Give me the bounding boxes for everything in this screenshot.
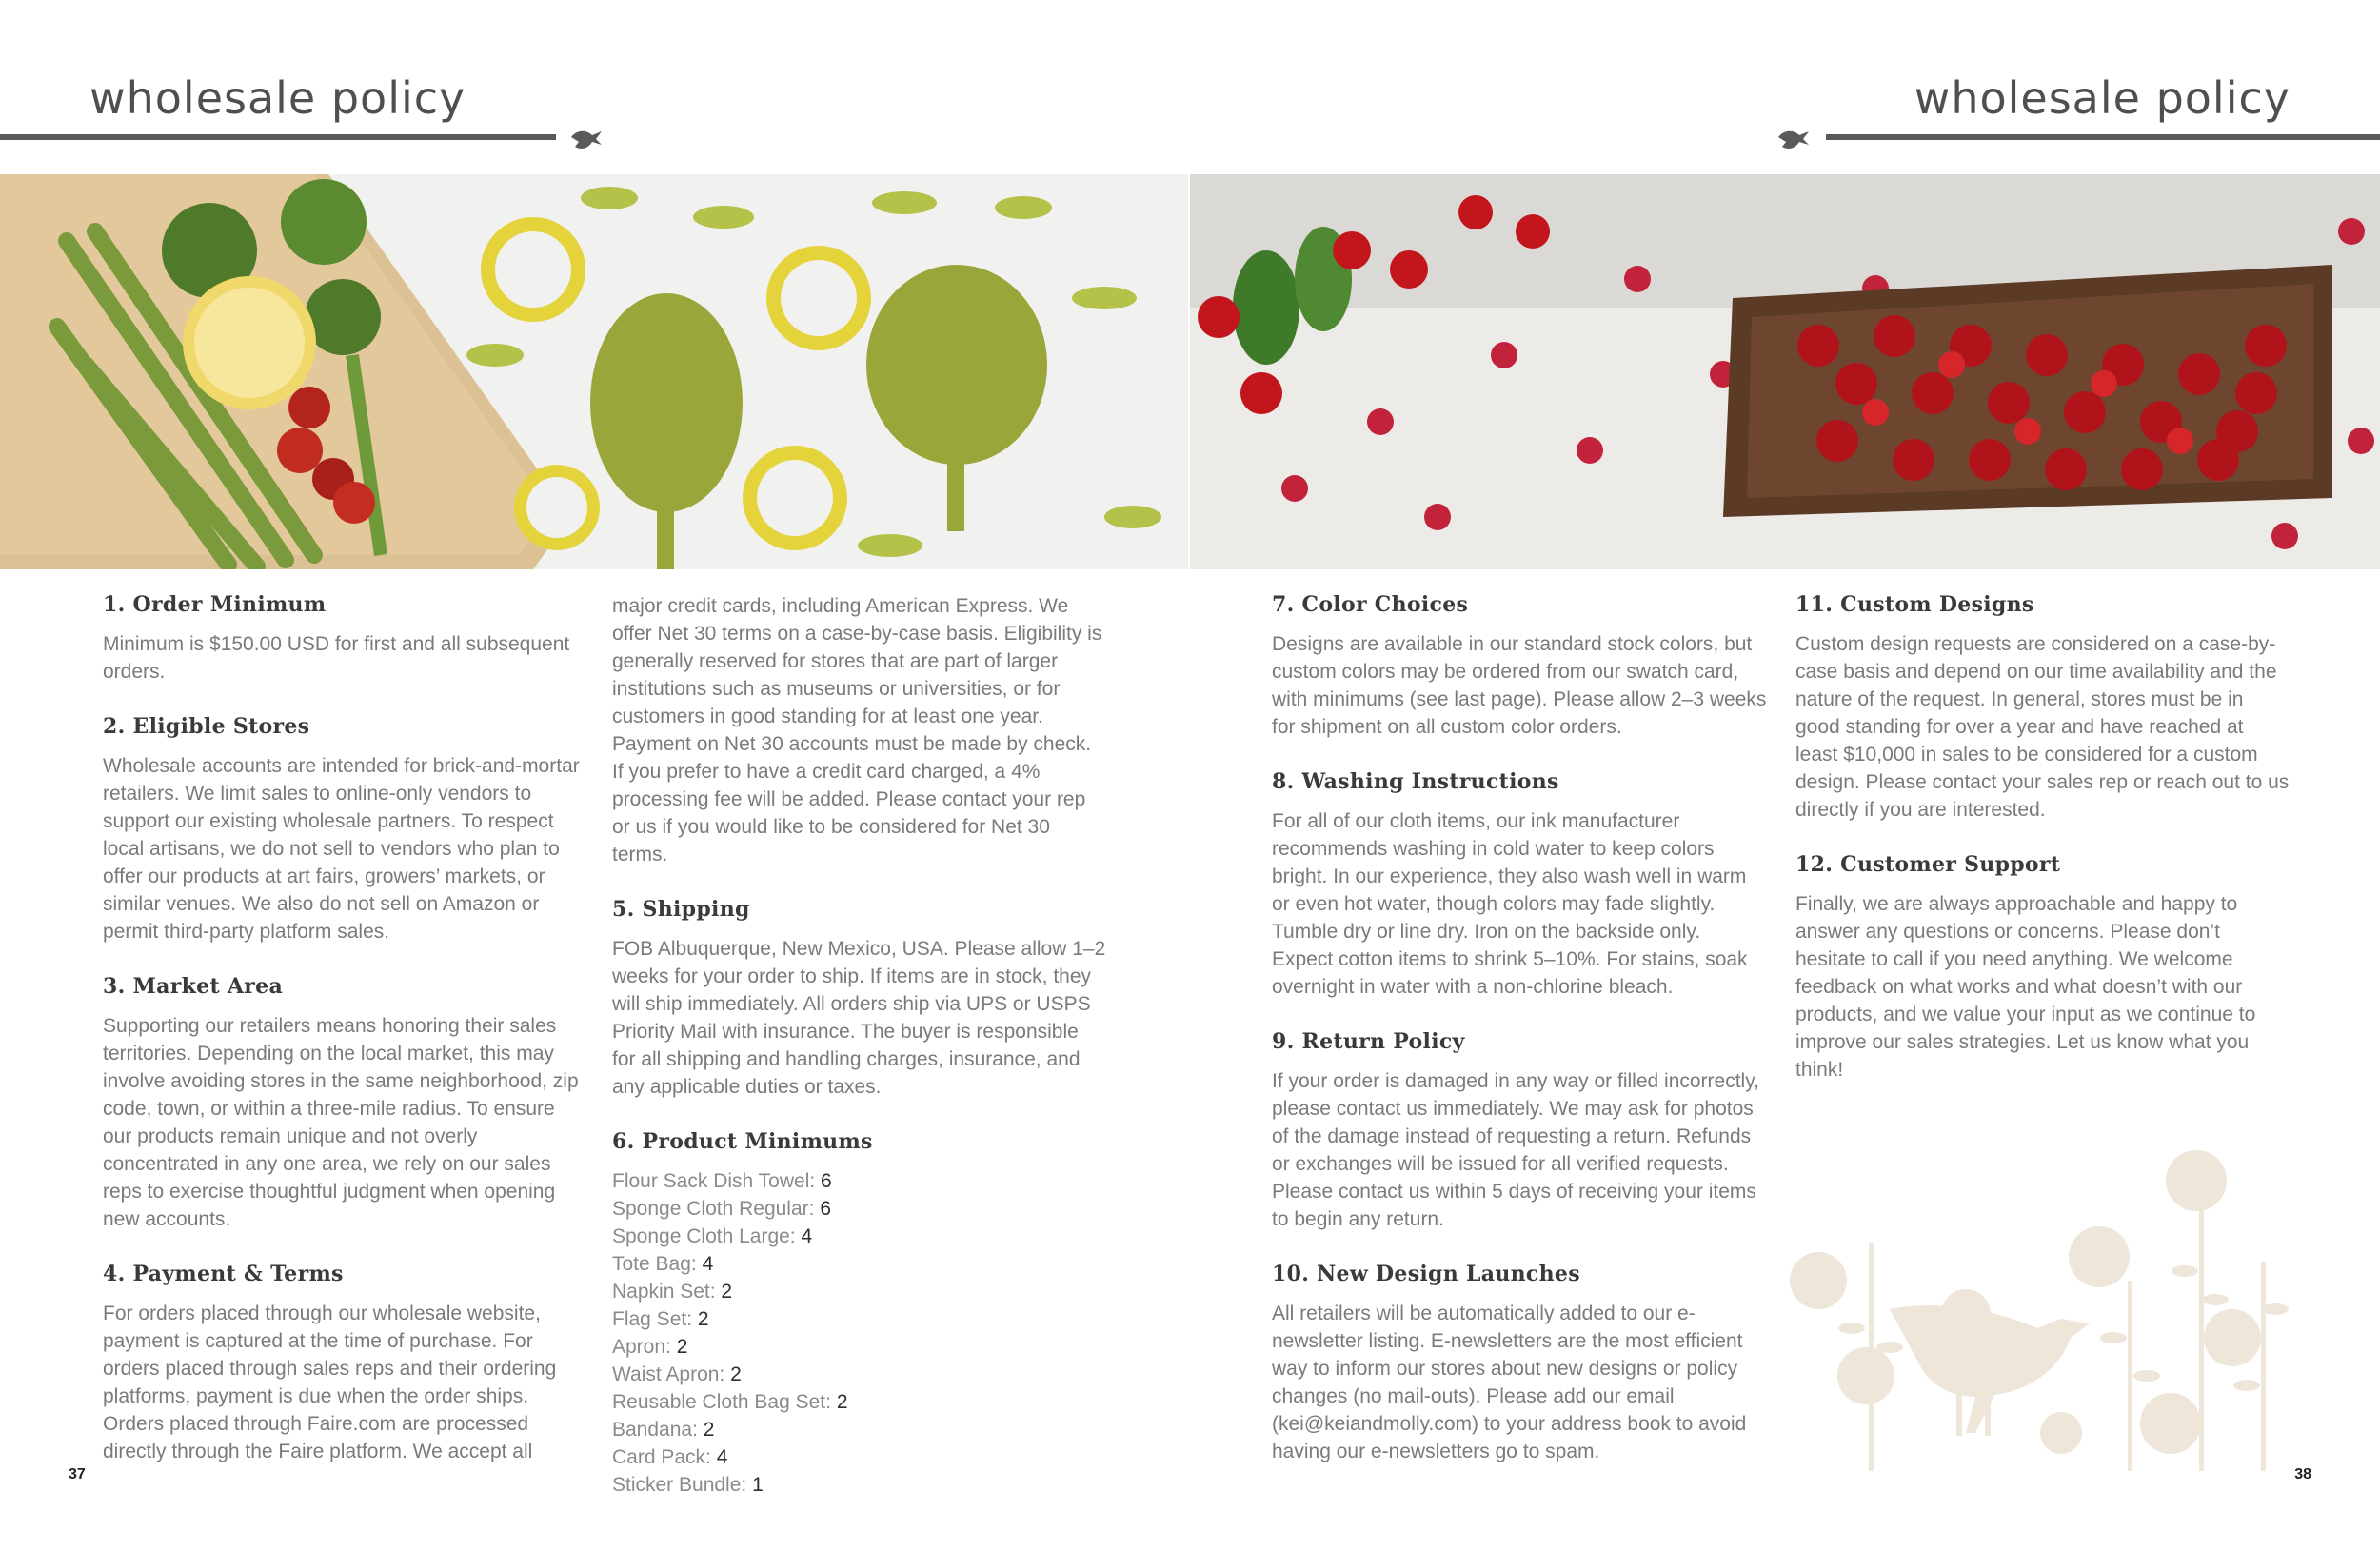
section-new-design-launches: [1272, 1262, 1767, 1465]
section-body: All retailers will be automatically added to our e-newsletter listing. E-newsletters are the most efficient way to inform our stores about new designs or policy changes (no mail-outs). Please add our email (kei@keiandmolly.com) to your address book to avoid having our e-newsletters go to spam.: [1272, 1303, 1747, 1462]
section-payment-terms: [103, 1262, 588, 1465]
section-title: 7. Color Choices: [1272, 592, 1469, 617]
list-item: Sponge Cloth Large: 4: [612, 1225, 813, 1247]
section-order-minimum: [103, 592, 588, 686]
payment-terms-continued: major credit cards, including American Express. We offer Net 30 terms on a case-by-case basis. Eligibility is generally reserved for stores that are part of larger institutions such as museums or universities, or for customers in good standing for at least one year. Payment on Net 30 accounts must be made by check. If you prefer to have a credit card charged, a 4% processing fee will be added. Please contact your rep or us if you would like to be considered for Net 30 terms.: [612, 595, 1102, 866]
section-body: Minimum is $150.00 USD for first and all subsequent orders.: [103, 633, 570, 683]
section-color-choices: [1272, 592, 1767, 741]
section-market-area: [103, 974, 588, 1233]
section-title: 11. Custom Designs: [1795, 592, 2034, 617]
page-title: wholesale policy: [89, 72, 466, 124]
right-column-2: [1795, 592, 2291, 1112]
section-body: Supporting our retailers means honoring their sales territories. Depending on the local market, this may involve avoiding stores in the same neighborhood, zip code, town, or within a three-mile radius. To ensure our products remain unique and not overly concentrated in any one area, we rely on our sales reps to exercise thoughtful judgment when opening new accounts.: [103, 1015, 579, 1230]
section-body: Finally, we are always approachable and happy to answer any questions or concerns. Please don’t hesitate to call if you need anything. We welcome feedback on what works and what doesn’t with our products, and we value your input as we continue to improve our sales strategies. Let us know what you think!: [1795, 893, 2256, 1081]
list-item: Flag Set: 2: [612, 1308, 709, 1330]
list-item: Flour Sack Dish Towel: 6: [612, 1170, 832, 1192]
section-eligible-stores: [103, 714, 588, 945]
section-title: 2. Eligible Stores: [103, 714, 310, 739]
section-body: Designs are available in our standard stock colors, but custom colors may be ordered from our swatch card, with minimums (see last page). Please allow 2–3 weeks for shipment on all custom color orders.: [1272, 633, 1767, 738]
right-column-1: [1272, 592, 1767, 1494]
section-shipping: [612, 897, 1107, 1101]
section-title: 4. Payment & Terms: [103, 1262, 344, 1286]
section-return-policy: [1272, 1029, 1767, 1233]
left-column-1: [103, 592, 588, 1494]
section-customer-support: [1795, 852, 2291, 1084]
right-page: [1190, 0, 2380, 1552]
section-custom-designs: [1795, 592, 2291, 824]
list-item: Card Pack: 4: [612, 1446, 728, 1468]
page-number: 38: [2294, 1466, 2311, 1482]
list-item: Sticker Bundle: 1: [612, 1474, 764, 1496]
list-item: Tote Bag: 4: [612, 1253, 714, 1275]
list-item: Sponge Cloth Regular: 6: [612, 1198, 832, 1220]
section-product-minimums: [612, 1129, 1107, 1499]
section-title: 1. Order Minimum: [103, 592, 327, 617]
section-washing-instructions: [1272, 769, 1767, 1001]
list-item: Reusable Cloth Bag Set: 2: [612, 1391, 848, 1413]
list-item: Waist Apron: 2: [612, 1363, 742, 1385]
page-number: 37: [69, 1466, 86, 1482]
section-body: For all of our cloth items, our ink manufacturer recommends washing in cold water to keep colors bright. In our experience, they also wash well in warm or even hot water, though colors may fade slightly. Tumble dry or line dry. Iron on the backside only. Expect cotton items to shrink 5–10%. For stains, soak overnight in water with a non-chlorine bleach.: [1272, 810, 1748, 998]
section-body: Wholesale accounts are intended for brick-and-mortar retailers. We limit sales to online-only vendors to support our existing wholesale partners. To respect local artisans, we do not sell to vendors who plan to offer our products at art fairs, growers’ markets, or similar venues. We also do not sell on Amazon or permit third-party platform sales.: [103, 755, 580, 943]
floral-bird-illustration: [1775, 1147, 2309, 1476]
section-title: 3. Market Area: [103, 974, 283, 999]
vegetables-photo: [0, 174, 1188, 569]
cherries-photo: [1190, 174, 2380, 569]
section-title: 5. Shipping: [612, 897, 750, 922]
list-item: Napkin Set: 2: [612, 1281, 733, 1303]
section-title: 10. New Design Launches: [1272, 1262, 1580, 1286]
minimums-list: [612, 1167, 1107, 1499]
bird-ornament-icon: [1776, 126, 1811, 152]
section-title: 8. Washing Instructions: [1272, 769, 1559, 794]
bird-ornament-icon: [569, 126, 604, 152]
title-rule: [1826, 134, 2380, 140]
list-item: Bandana: 2: [612, 1419, 715, 1441]
section-title: 9. Return Policy: [1272, 1029, 1465, 1054]
section-title: 12. Customer Support: [1795, 852, 2061, 877]
list-item: Apron: 2: [612, 1336, 688, 1358]
section-body: Custom design requests are considered on a case-by-case basis and depend on our time availability and the nature of the request. In general, stores must be in good standing for over a year and have reached at least $10,000 in sales to be considered for a custom design. Please contact your sales rep or reach out to us directly if you are interested.: [1795, 633, 2290, 821]
section-body: FOB Albuquerque, New Mexico, USA. Please allow 1–2 weeks for your order to ship. If items are in stock, they will ship immediately. All orders ship via UPS or USPS Priority Mail with insurance. The buyer is responsible for all shipping and handling charges, insurance, and any applicable duties or taxes.: [612, 938, 1106, 1098]
section-body: If your order is damaged in any way or filled incorrectly, please contact us immediately. We may ask for photos of the damage instead of requesting a return. Refunds or exchanges will be issued for all verified requests. Please contact us within 5 days of receiving your items to begin any return.: [1272, 1070, 1759, 1230]
section-title: 6. Product Minimums: [612, 1129, 873, 1154]
left-column-2: [612, 592, 1107, 1527]
title-rule: [0, 134, 556, 140]
page-title: wholesale policy: [1914, 72, 2291, 124]
section-body: For orders placed through our wholesale website, payment is captured at the time of purchase. For orders placed through sales reps and their ordering platforms, payment is due when the order ships. Orders placed through Faire.com are processed directly through the Faire platform. We accept all: [103, 1303, 557, 1462]
